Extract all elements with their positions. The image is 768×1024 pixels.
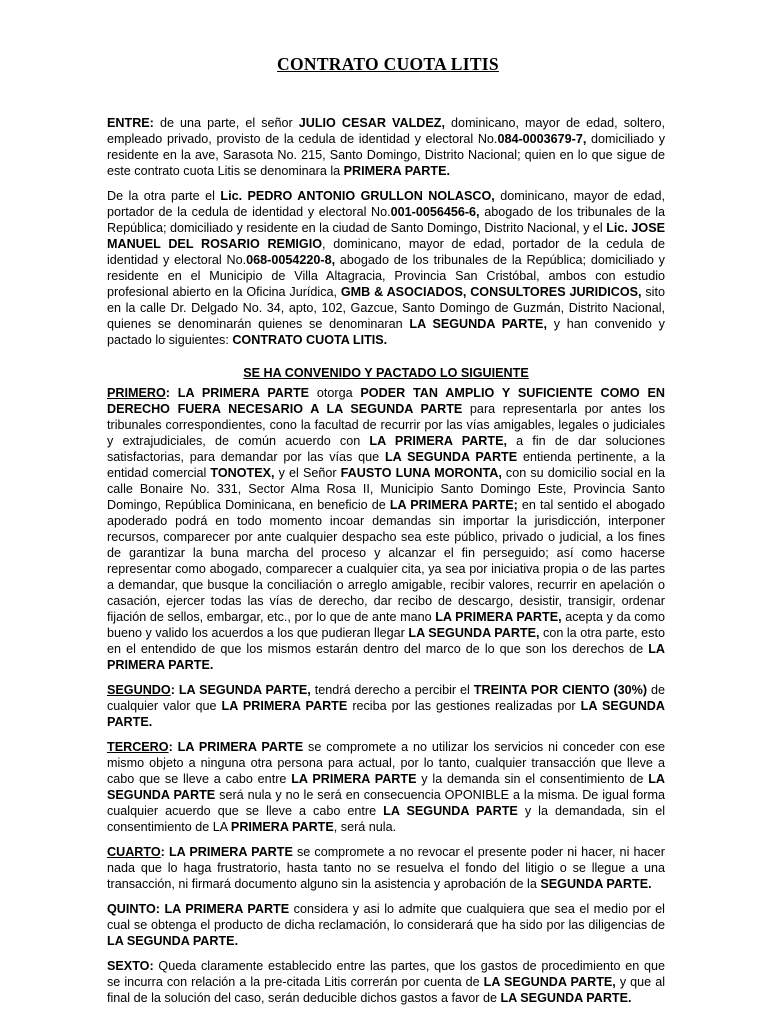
body-text: , será nula. [333,820,397,834]
bold-text: LA SEGUNDA PARTE [384,450,518,464]
body-text: se compromete a no utilizar los servicios ni conceder con ese mismo objeto a ninguna otra persona para actual, por lo tanto, cualquier transacción que lleve a cabo que se lleve a cabo entre [107,740,665,786]
body-text: con su domicilio social en la calle Bonaire No. 331, Sector Alma Rosa II, Municipio Santo Domingo Este, Provincia Santo Domingo, República Dominicana, en beneficio de [107,466,666,512]
body-text: dominicano, mayor de edad, portador de la cedula de identidad y electoral No. [107,189,665,219]
bold-text: LA SEGUNDA PARTE. [107,934,239,948]
bold-text: LA SEGUNDA PARTE, [483,975,616,989]
bold-text: CUARTO [107,845,161,859]
body-text: de una parte, el señor [153,116,299,130]
body-text: y han convenido y pactado lo siguientes: [107,317,665,347]
body-text: otorga [309,386,361,400]
section-heading: SE HA CONVENIDO Y PACTADO LO SIGUIENTE [243,366,529,380]
body-text: se compromete a no revocar el presente poder ni hacer, ni hacer nada que lo haga frustratorio, hasta tanto no se resuelva el fondo del litigio o se llegue a una transacción, ni firmará documento alguno sin la asistencia y aprobación de la [107,845,665,891]
body-text: con la otra parte, esto en el entendido de que los mismos estarán dentro del marco de lo que son los derechos de [107,626,665,656]
body-text: para representarla por antes los tribunales correspondientes, cono la facultad de recurrir por las vías amigables, legales o judiciales y extrajudiciales, de común acuerdo con [107,402,665,448]
bold-text: PRIMERO [107,386,166,400]
body-text: y la demanda sin el consentimiento de [416,772,649,786]
bold-text: TREINTA POR CIENTO (30%) [473,683,648,697]
body-text: de cualquier valor que [107,683,666,713]
bold-text: LA PRIMERA PARTE [291,772,417,786]
bold-text: SEXTO: [107,959,154,973]
body-text: tendrá derecho a percibir el [310,683,474,697]
body-text: a fin de dar soluciones satisfactorias, para demandar por las vías que [107,434,665,464]
body-text: en tal sentido el abogado apoderado podrá en todo momento incoar demandas sin importar la jurisdicción, interponer recursos, comparecer por ante cualquier despacho sea este público, privado o judicial, a los fines de garantizar la buna marcha del proceso y alcanzar el fin perseguido; así como hacerse representar como abogado, comparecer a cualquier cita, ya sea por iniciativa propia o de las partes a demandar, que busque la conciliación o arreglo amigable, recibir valores, recurrir en apelación o casación, ejercer todas las vías de derecho, dar recibo de descargo, desistir, transigir, ordenar fijación de sellos, embargar, etc., por lo que de ante mano [107,498,665,624]
bold-text: PRIMERA PARTE [230,820,334,834]
bold-text: LA PRIMERA PARTE; [389,498,518,512]
body-text: sito en la calle Dr. Delgado No. 34, apto, 102, Gazcue, Santo Domingo de Guzmán, Distrito Nacional, quienes se denominarán quienes se denominaran [107,285,665,331]
bold-text: LA PRIMERA PARTE, [369,434,507,448]
paragraph-segundo [107,682,665,730]
bold-text: : LA SEGUNDA PARTE, [170,683,311,697]
bold-text: SEGUNDO [107,683,171,697]
bold-text: : LA PRIMERA PARTE [160,845,293,859]
bold-text: 068-0054220-8, [246,253,336,267]
bold-text: : LA PRIMERA PARTE [168,740,304,754]
body-text: acepta y da como bueno y valido los acuerdos a los que pudieran llegar [107,610,665,640]
paragraph-otra-parte [107,188,665,348]
body-text: y la demandada, sin el consentimiento de LA [107,804,665,834]
bold-text: PODER TAN AMPLIO Y SUFICIENTE COMO EN DERECHO FUERA NECESARIO A LA SEGUNDA PARTE [107,386,665,416]
bold-text: LA SEGUNDA PARTE [383,804,518,818]
bold-text: Lic. JOSE MANUEL DEL ROSARIO REMIGIO [107,221,666,251]
body-text: Queda claramente establecido entre las partes, que los gastos de procedimiento en que se incurra con relación a la pre-citada Litis correrán por cuenta de [107,959,665,989]
bold-text: CONTRATO CUOTA LITIS. [232,333,388,347]
bold-text: FAUSTO LUNA MORONTA, [340,466,502,480]
body-text: abogado de los tribunales de la República; domiciliado y residente en el Municipio de Villa Altagracia, Provincia San Cristóbal, ambos con estudio profesional abierto en la Oficina Jurídica, [107,253,665,299]
body-text: considera y asi lo admite que cualquiera que sea el medio por el cual se obtenga el producto de dicha reclamación, lo considerará que ha sido por las diligencias de [107,902,665,932]
paragraph-tercero [107,739,665,835]
body-text: , dominicano, mayor de edad, portador de la cedula de identidad y electoral No. [107,237,665,267]
bold-text: QUINTO: LA PRIMERA PARTE [107,902,290,916]
bold-text: LA PRIMERA PARTE, [435,610,562,624]
bold-text: 084-0003679-7, [497,132,587,146]
bold-text: LA PRIMERA PARTE [221,699,348,713]
document-title: CONTRATO CUOTA LITIS [277,54,499,74]
body-text: y el Señor [274,466,341,480]
bold-text: LA SEGUNDA PARTE. [500,991,632,1005]
bold-text: ENTRE: [107,116,154,130]
bold-text: TERCERO [107,740,169,754]
bold-text: LA SEGUNDA PARTE [107,772,665,802]
bold-text: LA SEGUNDA PARTE, [409,317,547,331]
body-text: será nula y no le será en consecuencia OPONIBLE a la misma. De igual forma cualquier acuerdo que se lleve a cabo entre [107,788,665,818]
body-text: reciba por las gestiones realizadas por [347,699,581,713]
bold-text: GMB & ASOCIADOS, CONSULTORES JURIDICOS, [340,285,642,299]
paragraph-quinto [107,901,665,949]
bold-text: TONOTEX, [210,466,275,480]
bold-text: JULIO CESAR VALDEZ, [298,116,445,130]
bold-text: LA SEGUNDA PARTE. [107,699,665,729]
paragraph-sexto [107,958,665,1006]
body-text: domiciliado y residente en la ave, Sarasota No. 215, Santo Domingo, Distrito Nacional; quien en lo que sigue de este contrato cuota Litis se denominara la [107,132,666,178]
document-body [107,115,665,1006]
bold-text: Lic. PEDRO ANTONIO GRULLON NOLASCO, [220,189,495,203]
paragraph-primero [107,385,665,673]
body-text: abogado de los tribunales de la República; domiciliado y residente en la ciudad de Santo Domingo, Distrito Nacional, y el [107,205,665,235]
body-text: entienda pertinente, a la entidad comercial [107,450,665,480]
bold-text: LA PRIMERA PARTE. [107,642,665,672]
body-text: dominicano, mayor de edad, soltero, empleado privado, provisto de la cedula de identidad y electoral No. [107,116,666,146]
bold-text: PRIMERA PARTE. [343,164,450,178]
bold-text: LA SEGUNDA PARTE, [408,626,540,640]
body-text: De la otra parte el [107,189,221,203]
paragraph-cuarto [107,844,665,892]
bold-text: SEGUNDA PARTE. [540,877,652,891]
bold-text: : LA PRIMERA PARTE [165,386,310,400]
paragraph-entre [107,115,665,179]
body-text: y que al final de la solución del caso, serán deducible dichos gastos a favor de [107,975,666,1005]
bold-text: 001-0056456-6, [390,205,480,219]
